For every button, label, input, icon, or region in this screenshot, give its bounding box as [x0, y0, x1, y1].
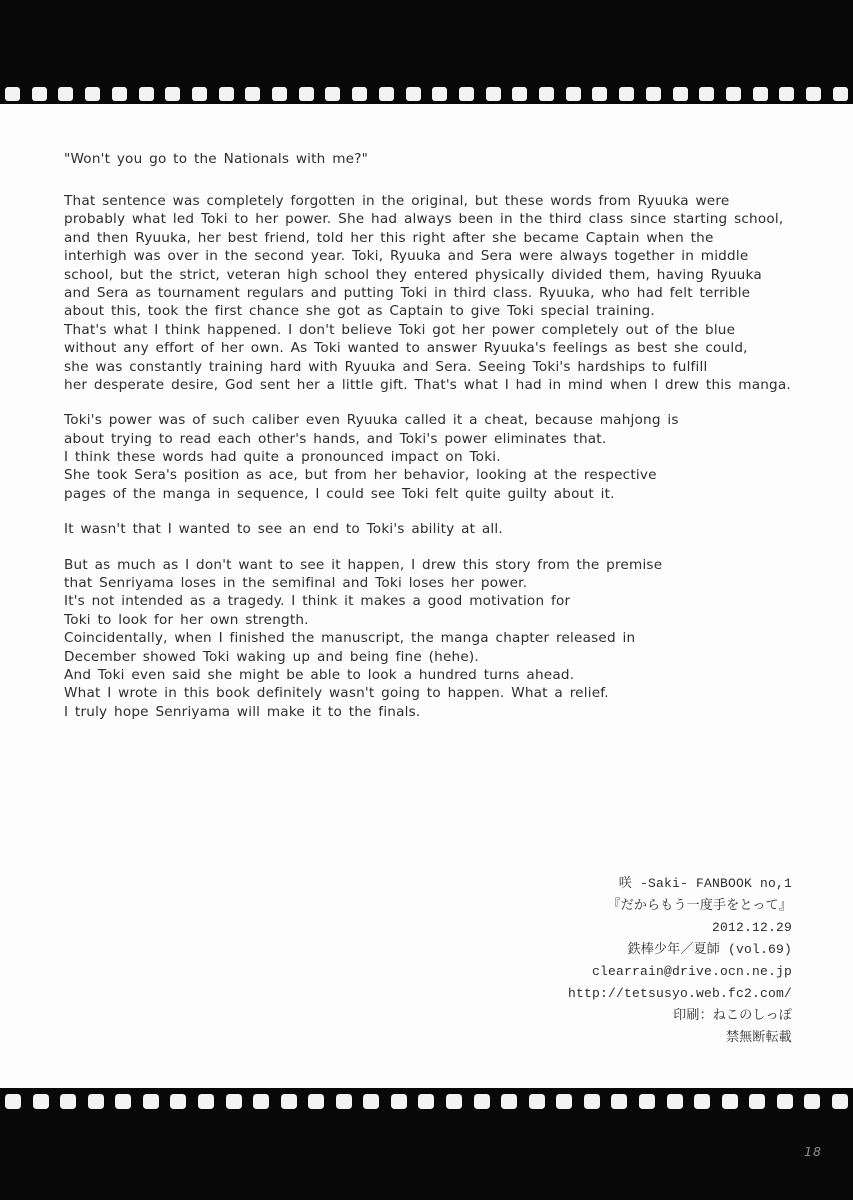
film-hole — [219, 87, 234, 101]
film-hole — [88, 1094, 104, 1109]
film-hole — [5, 87, 20, 101]
film-hole — [722, 1094, 738, 1109]
film-hole — [299, 87, 314, 101]
film-hole — [459, 87, 474, 101]
film-hole — [753, 87, 768, 101]
film-hole — [253, 1094, 269, 1109]
film-hole — [363, 1094, 379, 1109]
credit-line: 印刷：ねこのしっぽ — [673, 1008, 792, 1024]
film-hole — [60, 1094, 76, 1109]
film-hole — [501, 1094, 517, 1109]
film-hole — [32, 87, 47, 101]
film-hole — [85, 87, 100, 101]
credit-line: clearrain@drive.ocn.ne.jp — [591, 964, 792, 980]
credits-block — [64, 873, 792, 1049]
film-hole — [5, 1094, 21, 1109]
text-line: pages of the manga in sequence, I could see Toki felt quite guilty about it. — [64, 485, 615, 502]
film-hole — [611, 1094, 627, 1109]
text-line: But as much as I don't want to see it happen, I drew this story from the premise — [64, 556, 663, 573]
credit-line: 2012.12.29 — [711, 920, 792, 936]
film-hole — [198, 1094, 214, 1109]
text-line: and Sera as tournament regulars and putting Toki in third class. Ryuuka, who had felt terrible — [64, 284, 751, 301]
film-hole — [58, 87, 73, 101]
text-line: It's not intended as a tragedy. I think it makes a good motivation for — [64, 593, 571, 610]
film-hole — [352, 87, 367, 101]
film-hole — [170, 1094, 186, 1109]
film-hole — [512, 87, 527, 101]
text-line: her desperate desire, God sent her a little gift. That's what I had in mind when I drew this manga. — [64, 376, 791, 393]
film-hole — [33, 1094, 49, 1109]
film-hole — [115, 1094, 131, 1109]
credit-line: 咲 -Saki- FANBOOK no,1 — [618, 876, 792, 892]
paragraph — [64, 556, 805, 722]
film-hole — [529, 1094, 545, 1109]
text-line: December showed Toki waking up and being fine (hehe). — [64, 648, 479, 665]
text-line: Toki to look for her own strength. — [64, 611, 309, 628]
film-hole — [418, 1094, 434, 1109]
page-number: 18 — [804, 1144, 822, 1159]
film-perforations-top — [0, 87, 853, 101]
credit-line: 禁無断転載 — [725, 1030, 792, 1046]
film-hole — [539, 87, 554, 101]
film-hole — [112, 87, 127, 101]
film-hole — [486, 87, 501, 101]
film-hole — [165, 87, 180, 101]
film-hole — [749, 1094, 765, 1109]
text-line: Coincidentally, when I finished the manuscript, the manga chapter released in — [64, 630, 636, 647]
text-line: That sentence was completely forgotten in the original, but these words from Ryuuka were — [64, 193, 730, 209]
film-hole — [226, 1094, 242, 1109]
film-strip-top — [0, 0, 853, 104]
film-hole — [281, 1094, 297, 1109]
film-hole — [391, 1094, 407, 1109]
text-line: interhigh was over in the second year. Toki, Ryuuka and Sera were always together in middle — [64, 248, 749, 265]
film-hole — [777, 1094, 793, 1109]
film-hole — [566, 87, 581, 101]
text-line: probably what led Toki to her power. She had always been in the third class since starting school, — [64, 211, 784, 228]
film-perforations-bottom — [0, 1094, 853, 1109]
text-line: and then Ryuuka, her best friend, told her this right after she became Captain when the — [64, 229, 714, 246]
quote-line: "Won't you go to the Nationals with me?" — [64, 151, 369, 167]
film-hole — [308, 1094, 324, 1109]
text-line: And Toki even said she might be able to look a hundred turns ahead. — [64, 666, 575, 683]
text-line: about this, took the first chance she got as Captain to give Toki special training. — [64, 303, 655, 320]
film-hole — [833, 87, 848, 101]
film-hole — [272, 87, 287, 101]
film-hole — [432, 87, 447, 101]
paragraph — [64, 411, 805, 503]
text-line: I truly hope Senriyama will make it to the finals. — [64, 703, 421, 720]
text-line: school, but the strict, veteran high school they entered physically divided them, having Ryuuka — [64, 266, 762, 283]
film-hole — [584, 1094, 600, 1109]
film-hole — [192, 87, 207, 101]
credit-line: 『だからもう一度手をとって』 — [607, 898, 792, 914]
text-line: about trying to read each other's hands, and Toki's power eliminates that. — [64, 430, 607, 447]
film-hole — [694, 1094, 710, 1109]
film-hole — [646, 87, 661, 101]
afterword-text — [64, 192, 805, 721]
text-line: that Senriyama loses in the semifinal and Toki loses her power. — [64, 575, 528, 592]
film-hole — [474, 1094, 490, 1109]
film-hole — [325, 87, 340, 101]
film-hole — [336, 1094, 352, 1109]
film-hole — [673, 87, 688, 101]
film-hole — [556, 1094, 572, 1109]
film-hole — [245, 87, 260, 101]
film-hole — [592, 87, 607, 101]
afterword-page — [0, 104, 853, 1088]
film-hole — [806, 87, 821, 101]
film-hole — [804, 1094, 820, 1109]
film-hole — [667, 1094, 683, 1109]
text-line: She took Sera's position as ace, but from her behavior, looking at the respective — [64, 467, 657, 484]
film-hole — [143, 1094, 159, 1109]
film-hole — [406, 87, 421, 101]
film-hole — [832, 1094, 848, 1109]
film-hole — [619, 87, 634, 101]
film-hole — [726, 87, 741, 101]
text-line: What I wrote in this book definitely wasn't going to happen. What a relief. — [64, 685, 609, 702]
film-hole — [779, 87, 794, 101]
paragraph — [64, 192, 805, 394]
text-line: It wasn't that I wanted to see an end to Toki's ability at all. — [64, 521, 503, 538]
film-hole — [639, 1094, 655, 1109]
credit-line: http://tetsusyo.web.fc2.com/ — [567, 986, 792, 1002]
film-hole — [379, 87, 394, 101]
paragraph — [64, 520, 805, 538]
text-line: That's what I think happened. I don't believe Toki got her power completely out of the blue — [64, 321, 736, 338]
film-hole — [139, 87, 154, 101]
text-line: Toki's power was of such caliber even Ryuuka called it a cheat, because mahjong is — [64, 412, 679, 429]
credit-line: 鉄棒少年／夏師 (vol.69) — [627, 942, 792, 958]
film-hole — [446, 1094, 462, 1109]
film-strip-bottom — [0, 1088, 853, 1200]
text-line: without any effort of her own. As Toki wanted to answer Ryuuka's feelings as best she could, — [64, 340, 748, 357]
film-hole — [699, 87, 714, 101]
text-line: she was constantly training hard with Ryuuka and Sera. Seeing Toki's hardships to fulfill — [64, 358, 708, 375]
text-line: I think these words had quite a pronounced impact on Toki. — [64, 449, 501, 466]
